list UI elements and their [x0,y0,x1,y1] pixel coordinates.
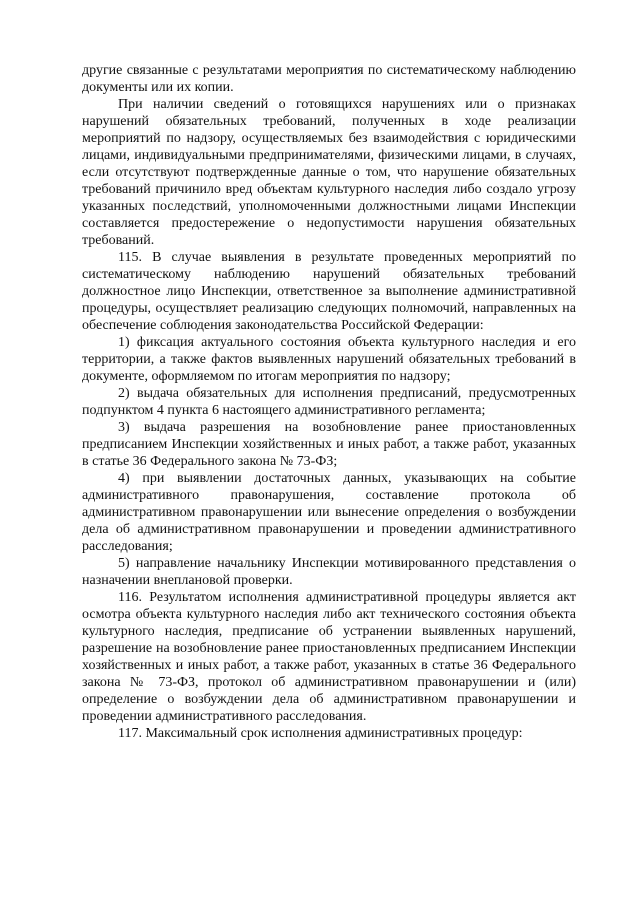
paragraph-115-item-2: 2) выдача обязательных для исполнения предписаний, предусмотренных подпунктом 4 пункта 6 настоящего административного регламента; [82,386,576,418]
paragraph-115-item-1: 1) фиксация актуального состояния объекта культурного наследия и его территории, а также фактов выявленных нарушений обязательных требований в документе, оформляемом по итогам мероприятия по надзору; [82,335,576,384]
paragraph-116: 116. Результатом исполнения административной процедуры является акт осмотра объекта культурного наследия либо акт технического состояния объекта культурного наследия, предписание об устранении выявленных нарушений, разрешение на возобновление ранее приостановленных предписанием Инспекции хозяйственных и иных работ, а также работ, указанных в статье 36 Федерального закона № 73-ФЗ, протокол об административном правонарушении и (или) определение о возбуждении дела об административном правонарушении и проведении административного расследования. [82,590,576,724]
paragraph-warning: При наличии сведений о готовящихся нарушениях или о признаках нарушений обязательных требований, полученных в ходе реализации мероприятий по надзору, осуществляемых без взаимодействия с юридическими лицами, индивидуальными предпринимателями, физическими лицами, в случаях, если отсутствуют подтвержденные данные о том, что нарушение обязательных требований причинило вред объектам культурного наследия либо создало угрозу указанных последствий, уполномоченными должностными лицами Инспекции составляется предостережение о недопустимости нарушения обязательных требований. [82,97,576,248]
paragraph-115-item-3: 3) выдача разрешения на возобновление ранее приостановленных предписанием Инспекции хозяйственных и иных работ, а также работ, указанных в статье 36 Федерального закона № 73-ФЗ; [82,420,576,469]
paragraph-117: 117. Максимальный срок исполнения административных процедур: [118,726,523,741]
paragraph-115-item-5: 5) направление начальнику Инспекции мотивированного представления о назначении внеплановой проверки. [82,556,576,588]
paragraph-intro-continuation: другие связанные с результатами мероприятия по систематическому наблюдению документы или их копии. [82,63,576,95]
paragraph-115-item-4: 4) при выявлении достаточных данных, указывающих на событие административного правонарушения, составление протокола об административном правонарушении или вынесение определения о возбуждении дела об административном правонарушении и проведении административного расследования; [82,471,576,554]
document-page [82,62,576,742]
paragraph-115: 115. В случае выявления в результате проведенных мероприятий по систематическому наблюдению нарушений обязательных требований должностное лицо Инспекции, ответственное за выполнение административной процедуры, осуществляет реализацию следующих полномочий, направленных на обеспечение соблюдения законодательства Российской Федерации: [82,250,576,333]
